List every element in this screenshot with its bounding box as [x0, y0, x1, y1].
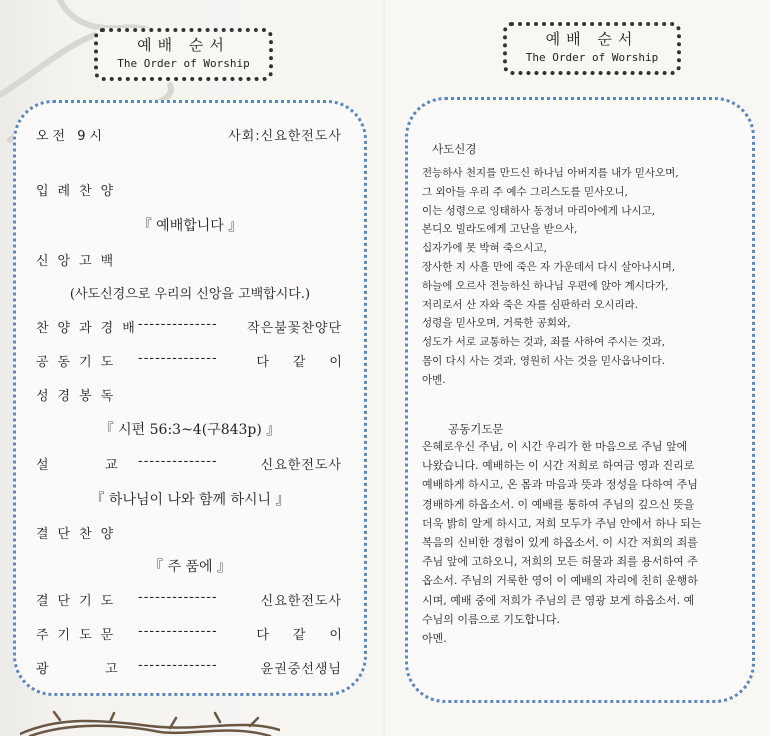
- order-item: 결단기도 -------------- 신요한전도사: [36, 590, 342, 609]
- title-korean: 예배 순서: [545, 30, 639, 48]
- order-item: 신앙고백: [36, 254, 123, 269]
- order-item: 입례찬양: [36, 184, 123, 199]
- creed-line: 십자가에 못 박혀 죽으시고,: [422, 242, 547, 255]
- common-prayer: [422, 437, 742, 648]
- prayer-line: 복음의 신비한 경험이 있게 하옵소서. 이 시간 저희의 죄를: [422, 536, 698, 550]
- left-page: [0, 0, 383, 736]
- creed-note: (사도신경으로 우리의 신앙을 고백합시다.): [69, 287, 311, 302]
- prayer-line: 옵소서. 주님의 거룩한 영이 이 예배의 자리에 친히 운행하: [422, 574, 698, 588]
- order-item: 공동기도 -------------- 다같이: [36, 351, 366, 370]
- order-frame: [13, 100, 367, 696]
- prayer-line: 예배하게 하시고, 온 몸과 마음과 뜻과 정성을 다하여 주님: [422, 478, 698, 492]
- header-row: [36, 125, 342, 147]
- order-title-box: [94, 28, 273, 81]
- creed-line: 저리로서 산 자와 죽은 자를 심판하러 오시리라.: [422, 298, 639, 311]
- title-english: The Order of Worship: [525, 51, 659, 64]
- response-hymn: 『 주 품에 』: [149, 559, 231, 575]
- creed-title: 사도신경: [432, 142, 477, 156]
- order-item: 설 교 -------------- 신요한전도사: [36, 454, 342, 473]
- creed-line: 그 외아들 우리 주 예수 그리스도를 믿사오니,: [422, 185, 628, 198]
- prayer-line: 아멘.: [422, 632, 447, 646]
- prayer-line: 경배하게 하옵소서. 이 예배를 통하여 주님의 깊으신 뜻을: [422, 497, 695, 511]
- host-name: 사회:신요한전도사: [228, 129, 342, 144]
- prayer-line: 수님의 이름으로 기도합니다.: [422, 612, 561, 626]
- title-korean: 예배 순서: [137, 36, 230, 54]
- order-item: 성경봉독: [36, 389, 123, 404]
- prayer-line: 주님 앞에 고하오니, 저희의 모든 허물과 죄를 용서하여 주: [422, 555, 698, 569]
- prayer-line: 시며, 예배 중에 저희가 주님의 큰 영광 보게 하옵소서. 예: [422, 593, 695, 607]
- creed-line: 장사한 지 사흘 만에 죽은 자 가운데서 다시 살아나시며,: [422, 260, 676, 273]
- order-title-box: [503, 22, 681, 75]
- creed-line: 하늘에 오르사 전능하신 하나님 우편에 앉아 계시다가,: [422, 279, 669, 292]
- apostles-creed: [422, 164, 742, 390]
- scripture-ref: 『 시편 56:3~4(구843p) 』: [99, 422, 281, 438]
- creed-line: 성도가 서로 교통하는 것과, 죄를 사하여 주시는 것과,: [422, 336, 666, 349]
- creed-line: 몸이 다시 사는 것과, 영원히 사는 것을 믿사옵나이다.: [422, 354, 666, 367]
- title-english: The Order of Worship: [117, 57, 250, 70]
- sermon-title: 『 하나님이 나와 함께 하시니 』: [90, 492, 290, 508]
- hymn-title: 『 예배합니다 』: [137, 218, 243, 234]
- order-item: 광 고 -------------- 윤권중선생님: [36, 658, 342, 677]
- prayer-frame: [405, 97, 755, 703]
- creed-line: 전능하사 천지를 만드신 하나님 아버지를 내가 믿사오며,: [422, 167, 679, 179]
- prayer-line: 나왔습니다. 예배하는 이 시간 저희로 하여금 영과 진리로: [422, 459, 695, 473]
- prayer-title: 공동기도문: [448, 422, 504, 436]
- service-time: 오전 9시: [36, 129, 107, 144]
- creed-line: 본디오 빌라도에게 고난을 받으사,: [422, 223, 578, 236]
- prayer-line: 은혜로우신 주님, 이 시간 우리가 한 마음으로 주님 앞에: [422, 440, 688, 453]
- creed-line: 아멘.: [422, 373, 446, 386]
- creed-line: 이는 성령으로 잉태하사 동정녀 마리아에게 나시고,: [422, 204, 656, 217]
- right-page: [385, 0, 770, 736]
- order-item: 결단찬양: [36, 527, 123, 542]
- order-item: 주기도문 -------------- 다같이: [36, 624, 366, 643]
- order-item: 찬양과경배 -------------- 작은불꽃찬양단: [36, 317, 342, 336]
- creed-line: 성령을 믿사오며, 거룩한 공회와,: [422, 317, 571, 330]
- prayer-line: 더욱 밝히 알게 하시고, 저희 모두가 주님 안에서 하나 되는: [422, 516, 702, 530]
- thorn-crown-ornament: [20, 710, 280, 736]
